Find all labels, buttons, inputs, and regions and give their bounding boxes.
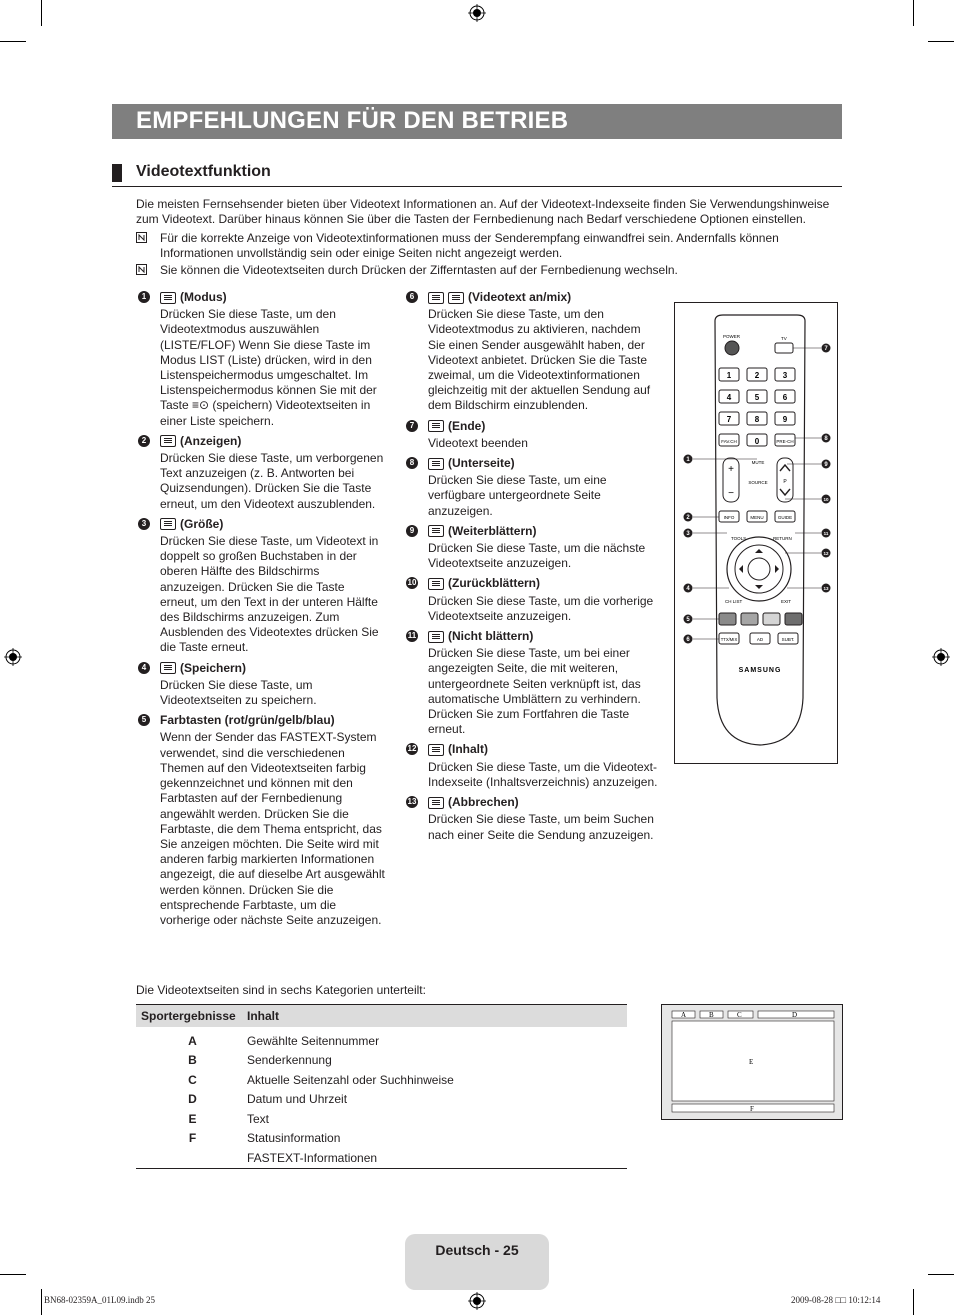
intro-paragraph: Die meisten Fernsehsender bieten über Videotext Informationen an. Auf der Videotext-Indexseite finden Sie Verwendungshinweise zum Videotext. Darüber hinaus können Sie über die Tasten der Fernbedienung nach Bedarf verschiedene Optionen einstellen. xyxy=(136,197,830,227)
subt-label: SUBT. xyxy=(781,637,795,642)
item-description: Drücken Sie diese Taste, um Videotextseiten zu speichern. xyxy=(160,677,317,708)
registration-mark-icon xyxy=(468,1292,486,1310)
callout-1: 1 xyxy=(686,457,690,463)
teletext-on-icon xyxy=(428,292,444,304)
key-4: 4 xyxy=(726,393,732,402)
table-row xyxy=(136,1109,627,1129)
chapter-banner xyxy=(112,104,842,139)
table-row xyxy=(136,1031,627,1051)
item-title: (Weiterblättern) xyxy=(448,523,537,538)
table-row xyxy=(136,1129,627,1149)
header-inhalt: Inhalt xyxy=(247,1009,279,1023)
row-key: B xyxy=(188,1053,197,1068)
teletext-subpage-icon xyxy=(428,458,444,470)
teletext-exit-icon xyxy=(428,420,444,432)
item-description: Drücken Sie diese Taste, um verborgenen Text anzuzeigen (z. B. Antworten bei Quizsendungen). Drücken Sie die Taste erneut, um den Videotext auszublenden. xyxy=(160,451,384,511)
pre-ch-label: PRE-CH xyxy=(776,439,794,444)
row-value: Text xyxy=(247,1111,270,1126)
yellow-button xyxy=(763,613,780,625)
ad-label: AD xyxy=(756,637,764,642)
item-description: Drücken Sie diese Taste, um beim Suchen nach einer Seite die Sendung anzuzeigen. xyxy=(428,812,654,842)
item-8 xyxy=(409,456,658,519)
item-title: (Zurückblättern) xyxy=(448,576,541,591)
callout-13: 13 xyxy=(823,586,829,591)
section-title: Videotextfunktion xyxy=(136,163,271,180)
screen-label-e: E xyxy=(749,1058,754,1066)
registration-mark-icon xyxy=(932,648,950,666)
callout-4: 4 xyxy=(686,586,690,592)
svg-text:+: + xyxy=(728,464,734,475)
note-text: Sie können die Videotextseiten durch Drücken der Zifferntasten auf der Fernbedienung wechseln. xyxy=(160,263,678,277)
callout-2: 2 xyxy=(686,515,690,521)
item-6 xyxy=(409,290,658,414)
item-description: Drücken Sie diese Taste, um Videotext in doppelt so großen Buchstaben in der oberen Hälfte des Bildschirms anzuzeigen. Drücken Sie die Taste erneut, um den Text in der unteren Hälfte des Bildschirms anzuzeigen. Zum Ausblenden des Videotextes drücken Sie die Taste erneut. xyxy=(160,534,379,655)
item-10 xyxy=(407,576,658,624)
page-footer xyxy=(405,1234,549,1290)
item-title: (Anzeigen) xyxy=(180,433,242,448)
row-value: FASTEXT-Informationen xyxy=(247,1150,378,1165)
p-label: P xyxy=(783,479,787,485)
callout-9: 9 xyxy=(824,462,828,468)
note-icon xyxy=(136,232,147,243)
enter-button xyxy=(748,558,770,580)
menu-label: MENU xyxy=(750,515,764,520)
item-title: (Modus) xyxy=(180,290,227,304)
callout-12: 12 xyxy=(823,551,829,556)
item-number: 6 xyxy=(406,291,418,303)
source-label: SOURCE xyxy=(748,480,768,485)
callout-6: 6 xyxy=(686,637,690,643)
row-key: A xyxy=(188,1033,197,1048)
item-number: 7 xyxy=(406,420,418,432)
item-13 xyxy=(407,795,658,843)
return-label: RETURN xyxy=(773,536,792,541)
callout-10: 10 xyxy=(823,497,829,502)
row-value: Datum und Uhrzeit xyxy=(247,1092,348,1107)
row-key: D xyxy=(188,1092,197,1107)
table-header xyxy=(136,1004,627,1027)
green-button xyxy=(741,613,758,625)
teletext-store-icon xyxy=(160,662,176,674)
teletext-size-icon xyxy=(160,518,176,530)
item-title: (Ende) xyxy=(448,418,486,433)
item-title: (Speichern) xyxy=(180,660,247,675)
item-number: 5 xyxy=(138,714,150,726)
note-text: Für die korrekte Anzeige von Videotextinformationen muss der Senderempfang einwandfrei sein. Andernfalls können Informationen unvollständig sein oder einige Seiten nicht angezeigt werden. xyxy=(160,231,779,261)
teletext-screen-diagram xyxy=(661,1004,843,1120)
key-5: 5 xyxy=(754,393,760,402)
screen-label-c: C xyxy=(737,1011,742,1019)
item-description: Drücken Sie diese Taste, um die Videotext-Indexseite (Inhaltsverzeichnis) anzuzeigen. xyxy=(428,759,658,789)
section-header xyxy=(112,160,842,187)
item-number: 13 xyxy=(407,797,417,807)
print-slug-file: BN68-02359A_01L09.indb 25 xyxy=(44,1295,155,1305)
item-title: (Unterseite) xyxy=(448,456,515,471)
number-keypad xyxy=(719,368,795,425)
page-number: Deutsch - 25 xyxy=(435,1242,519,1258)
item-title: (Inhalt) xyxy=(448,742,488,757)
item-description: Drücken Sie diese Taste, um die nächste Videotextseite anzuzeigen. xyxy=(428,541,646,571)
item-11 xyxy=(407,629,658,737)
item-number: 2 xyxy=(138,435,150,447)
key-6: 6 xyxy=(782,393,788,402)
item-number: 10 xyxy=(407,578,417,588)
item-number: 4 xyxy=(138,662,150,674)
item-4 xyxy=(141,660,385,709)
key-7: 7 xyxy=(726,415,732,424)
table-row xyxy=(136,1090,627,1110)
item-title: (Nicht blättern) xyxy=(448,629,534,644)
mute-label: MUTE xyxy=(751,460,765,465)
item-title: (Videotext an/mix) xyxy=(468,290,572,304)
tv-label: TV xyxy=(781,336,787,341)
chapter-title: EMPFEHLUNGEN FÜR DEN BETRIEB xyxy=(136,107,569,134)
blue-button xyxy=(785,613,802,625)
row-value: Statusinformation xyxy=(247,1131,341,1146)
row-key: E xyxy=(188,1111,197,1126)
screen-label-d: D xyxy=(792,1011,798,1019)
item-number: 1 xyxy=(138,291,150,303)
teletext-categories-table xyxy=(136,1004,627,1169)
key-8: 8 xyxy=(754,415,760,424)
note-1 xyxy=(136,231,844,261)
items-right-column xyxy=(407,290,658,848)
item-7 xyxy=(409,418,658,451)
key-9: 9 xyxy=(782,415,788,424)
registration-mark-icon xyxy=(468,4,486,22)
item-number: 11 xyxy=(407,631,417,641)
exit-label: EXIT xyxy=(781,599,792,604)
key-1: 1 xyxy=(726,371,732,380)
callout-5: 5 xyxy=(686,617,690,623)
item-number: 3 xyxy=(138,518,150,530)
row-value: Senderkennung xyxy=(247,1053,332,1068)
tools-label: TOOLS xyxy=(731,536,747,541)
table-row xyxy=(136,1148,627,1169)
item-3 xyxy=(141,516,385,656)
item-description: Wenn der Sender das FASTEXT-System verwendet, sind die verschiedenen Themen auf den Videotextseiten farbig gekennzeichnet und können mit den Farbtasten auf der Fernbedienung angewählt werden. Drücken Sie die Farbtaste, die dem Thema entspricht, das Sie anzeigen möchten. Die Seite wird mit anderen farbig markierten Informationen angezeigt, die auf dieselbe Art ausgewählt werden können. Drücken Sie die entsprechende Farbtaste, um die vorherige oder nächste Seite anzuzeigen. xyxy=(160,730,385,927)
row-key: C xyxy=(188,1072,197,1087)
table-intro: Die Videotextseiten sind in sechs Kategorien unterteilt: xyxy=(136,983,426,997)
item-description: Drücken Sie diese Taste, um den Videotextmodus zu aktivieren, nachdem Sie einen Sender ausgewählt haben, der Videotext anbietet. Drücken Sie die Taste zweimal, um die Videotextinformationen gleichzeitig mit der aktuellen Sendung auf dem Bildschirm einzublenden. xyxy=(428,307,651,413)
svg-text:−: − xyxy=(728,488,734,499)
print-slug-date: 2009-08-28 □□ 10:12:14 xyxy=(791,1295,881,1305)
remote-control-figure xyxy=(674,302,838,764)
section-bar xyxy=(112,164,122,182)
item-description: Drücken Sie diese Taste, um den Videotextmodus auszuwählen (LISTE/FLOF) Wenn Sie diese Taste im Modus LIST (Liste) drücken, wird in den Listenspeichermodus umgeschaltet. Im Listenspeichermodus können Sie mit der Taste ≡⊙ (speichern) Videotextseiten in einer Liste speichern. xyxy=(160,307,377,428)
item-description: Videotext beenden xyxy=(428,435,528,450)
teletext-hold-icon xyxy=(428,631,444,643)
callout-11: 11 xyxy=(823,531,829,536)
row-value: Gewählte Seitennummer xyxy=(247,1033,380,1048)
teletext-index-icon xyxy=(428,744,444,756)
key-0: 0 xyxy=(754,437,760,446)
callout-7: 7 xyxy=(824,346,828,352)
items-left-column xyxy=(141,290,385,933)
key-2: 2 xyxy=(754,371,760,380)
note-icon xyxy=(136,264,147,275)
note-2 xyxy=(136,263,844,278)
power-label: POWER xyxy=(723,334,741,339)
item-5 xyxy=(141,713,385,928)
table-row xyxy=(136,1070,627,1090)
guide-label: GUIDE xyxy=(777,515,793,520)
fav-ch-label: FAV.CH xyxy=(721,439,737,444)
teletext-reveal-icon xyxy=(160,435,176,447)
header-sportergebnisse: Sportergebnisse xyxy=(141,1009,236,1023)
power-button xyxy=(725,341,739,355)
teletext-mix-icon xyxy=(448,292,464,304)
key-3: 3 xyxy=(782,371,788,380)
row-key: F xyxy=(188,1131,197,1146)
red-button xyxy=(719,613,736,625)
row-value: Aktuelle Seitenzahl oder Suchhinweise xyxy=(247,1072,454,1087)
callout-8: 8 xyxy=(824,436,828,442)
item-number: 12 xyxy=(407,744,417,754)
tv-button xyxy=(775,343,793,353)
teletext-page-up-icon xyxy=(428,525,444,537)
item-title: Farbtasten (rot/grün/gelb/blau) xyxy=(160,713,335,728)
item-2 xyxy=(141,433,385,512)
item-1 xyxy=(141,290,385,429)
item-9 xyxy=(409,523,658,572)
item-description: Drücken Sie diese Taste, um eine verfügbare untergeordnete Seite anzuzeigen. xyxy=(428,473,607,518)
teletext-cancel-icon xyxy=(428,797,444,809)
item-description: Drücken Sie diese Taste, um bei einer angezeigten Seite, die mit weiteren, untergeordnete Seiten verknüpft ist, das automatische Umblättern zu verhindern. Drücken Sie zum Fortfahren die Taste erneut. xyxy=(428,646,641,737)
callout-3: 3 xyxy=(686,531,690,537)
screen-label-f: F xyxy=(750,1105,754,1113)
screen-label-a: A xyxy=(681,1011,687,1019)
ttx-mix-label: TTX/MIX xyxy=(720,637,738,642)
ch-list-label: CH LIST xyxy=(725,599,743,604)
teletext-mode-icon xyxy=(160,292,176,304)
screen-label-b: B xyxy=(709,1011,714,1019)
table-row xyxy=(136,1051,627,1071)
item-number: 9 xyxy=(406,525,418,537)
item-title: (Größe) xyxy=(180,516,224,531)
item-12 xyxy=(407,742,658,790)
brand-logo: SAMSUNG xyxy=(738,667,782,674)
item-description: Drücken Sie diese Taste, um die vorherige Videotextseite anzuzeigen. xyxy=(428,593,654,623)
registration-mark-icon xyxy=(4,648,22,666)
item-title: (Abbrechen) xyxy=(448,795,519,810)
item-number: 8 xyxy=(406,457,418,469)
teletext-page-down-icon xyxy=(428,578,444,590)
info-label: INFO xyxy=(723,515,735,520)
